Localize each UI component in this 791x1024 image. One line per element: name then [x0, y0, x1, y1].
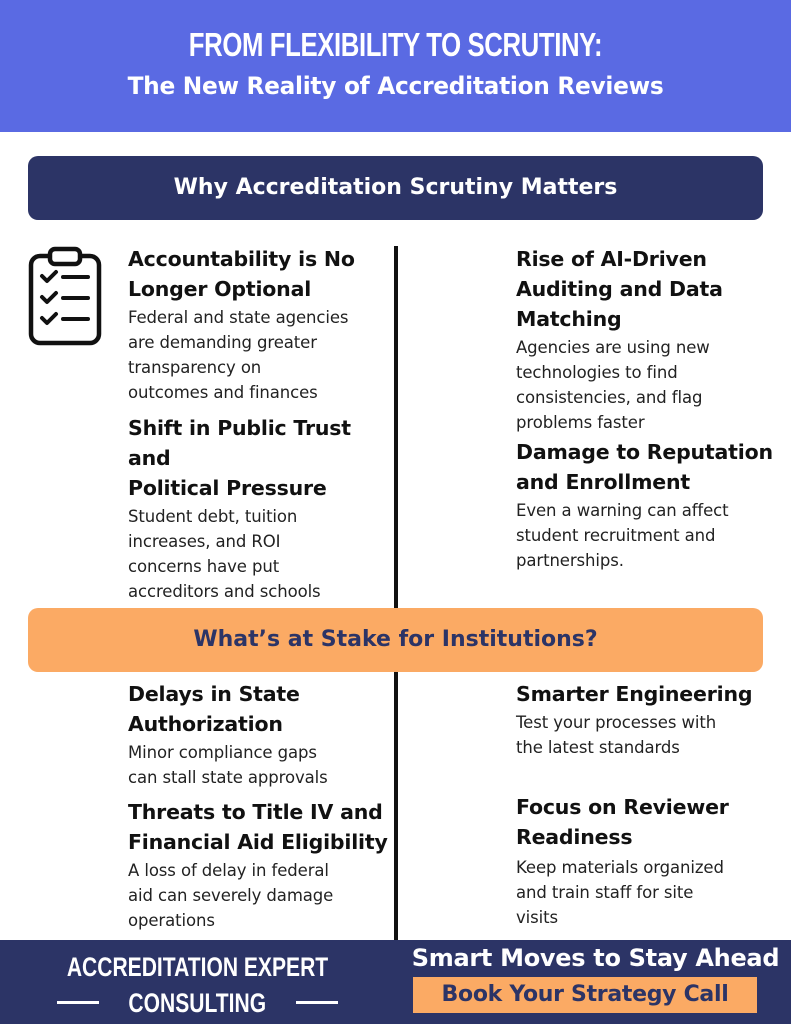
header-banner	[0, 0, 791, 132]
why-item-public-trust	[128, 413, 390, 629]
why-column-divider	[394, 246, 398, 608]
item-description: Federal and state agencies are demanding greater transparency on outcomes and finances	[128, 308, 349, 402]
book-strategy-call-button[interactable]: Book Your Strategy Call	[413, 977, 757, 1013]
page-subtitle: The New Reality of Accreditation Reviews	[127, 72, 664, 100]
dash-decoration	[296, 1001, 338, 1004]
stake-column-divider	[394, 672, 398, 940]
clipboard-checklist-icon	[28, 246, 102, 346]
item-description: Even a warning can affect student recruitment and partnerships.	[516, 501, 729, 570]
stake-item-smarter-engineering	[516, 679, 778, 760]
stake-item-reviewer-readiness	[516, 792, 778, 930]
stake-item-title-iv	[128, 797, 390, 933]
item-title: Smarter Engineering	[516, 682, 753, 706]
why-item-reputation	[516, 437, 778, 573]
item-title: Threats to Title IV and Financial Aid Eligibility	[128, 800, 388, 854]
item-title: Shift in Public Trust and Political Pressure	[128, 416, 351, 500]
page-title: FROM FLEXIBILITY TO SCRUTINY:	[188, 26, 603, 63]
item-description: Minor compliance gaps can stall state approvals	[128, 743, 328, 787]
stake-item-state-authorization	[128, 679, 390, 790]
why-item-ai-auditing	[516, 244, 778, 435]
item-description: A loss of delay in federal aid can severely damage operations	[128, 861, 334, 930]
brand-name: ACCREDITATION EXPERT	[66, 952, 329, 982]
item-description: Agencies are using new technologies to find consistencies, and flag problems faster	[516, 338, 710, 432]
stake-section-heading: What’s at Stake for Institutions?	[28, 608, 763, 672]
why-section-heading: Why Accreditation Scrutiny Matters	[28, 156, 763, 220]
item-title: Rise of AI-Driven Auditing and Data Matching	[516, 247, 723, 331]
item-title: Accountability is No Longer Optional	[128, 247, 355, 301]
item-title: Focus on Reviewer Readiness	[516, 795, 729, 849]
why-item-accountability	[128, 244, 390, 405]
item-title: Delays in State Authorization	[128, 682, 300, 736]
brand-tagline	[0, 988, 395, 1019]
item-description: Student debt, tuition increases, and ROI concerns have put accreditors and schools	[128, 507, 321, 601]
brand-consulting-text: CONSULTING	[128, 988, 267, 1018]
dash-decoration	[57, 1001, 99, 1004]
item-title: Damage to Reputation and Enrollment	[516, 440, 773, 494]
item-description: Keep materials organized and train staff for site visits	[516, 858, 724, 927]
cta-heading: Smart Moves to Stay Ahead	[411, 944, 780, 972]
item-description: Test your processes with the latest standards	[516, 713, 717, 757]
